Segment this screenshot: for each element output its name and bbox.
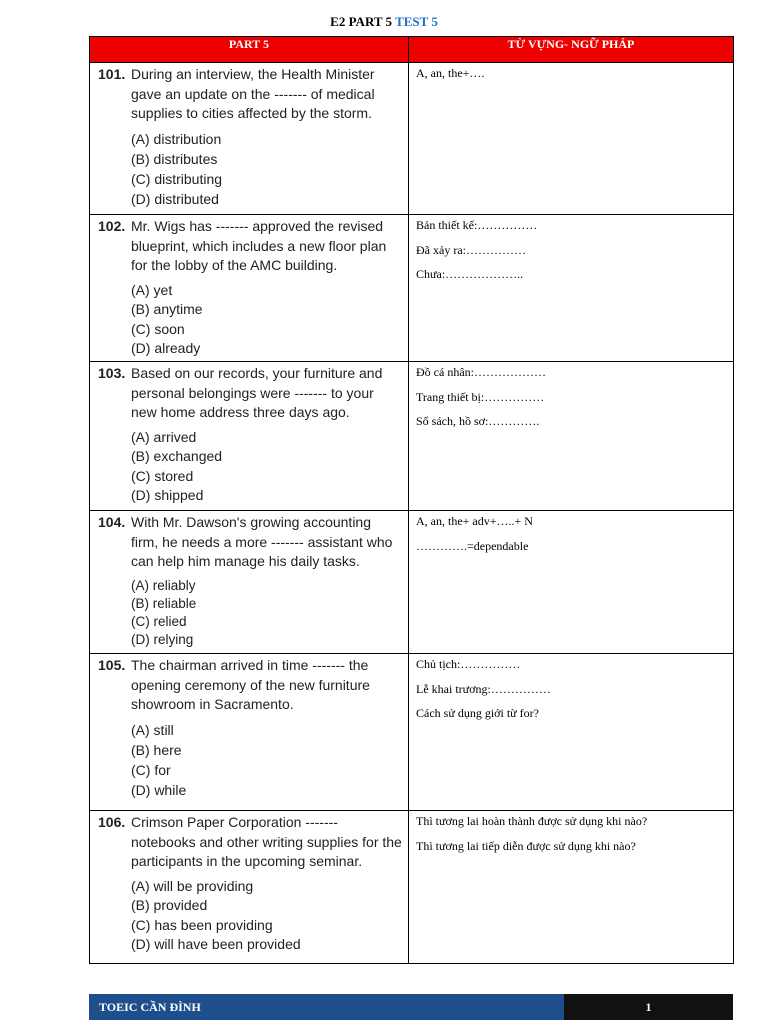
option-b: (B) provided [131,897,208,913]
note-line: A, an, the+…. [416,66,485,80]
question-cell [90,215,409,362]
header-part5: PART 5 [90,37,409,63]
option-d: (D) already [131,340,201,356]
table-row [90,63,734,215]
option-b: (B) exchanged [131,448,223,464]
question-number: 102. [98,218,126,234]
option-a: (A) yet [131,281,173,298]
note-line: Chủ tịch:…………… [416,657,521,671]
question-stem: The chairman arrived in time ------- the opening ceremony of the new furniture showroom in Sacramento. [131,657,370,712]
option-c: (C) stored [131,467,194,484]
option-c: (C) distributing [131,170,223,187]
option-d: (D) shipped [131,487,204,503]
option-b: (B) reliable [131,595,197,611]
option-b: (B) anytime [131,301,203,317]
header-vocab-grammar: TỪ VỰNG- NGỮ PHÁP [409,37,734,63]
question-stem: With Mr. Dawson's growing accounting firm, he needs a more ------- assistant who can help him manage his daily tasks. [131,514,393,569]
note-line: Đã xảy ra:…………… [416,242,526,257]
footer-brand: TOEIC CẦN ĐÌNH [89,994,564,1020]
question-cell [90,362,409,511]
table-row [90,654,734,811]
table-row [90,811,734,964]
notes-cell [409,63,734,215]
option-a: (A) reliably [131,577,196,593]
table-row [90,215,734,362]
notes-cell [409,654,734,811]
note-line: Lễ khai trương:…………… [416,681,551,696]
note-line: Thì tương lai hoàn thành được sử dụng khi nào? [416,814,648,828]
document-title [0,14,768,30]
option-a: (A) still [131,721,174,738]
notes-cell [409,811,734,964]
option-c: (C) has been providing [131,916,273,933]
note-line: Bản thiết kế:…………… [416,218,538,232]
notes-cell [409,362,734,511]
question-cell [90,654,409,811]
options-list [90,877,408,955]
option-d: (D) distributed [131,190,219,207]
question-stem: Crimson Paper Corporation ------- notebooks and other writing supplies for the participants in the upcoming seminar. [131,814,402,869]
option-d: (D) will have been provided [131,936,301,952]
title-main: E2 PART 5 [330,14,393,29]
options-list [90,720,408,800]
question-cell [90,811,409,964]
note-line: A, an, the+ adv+…..+ N [416,514,533,528]
note-line: Đồ cá nhân:……………… [416,365,546,379]
note-line: Thì tương lai tiếp diễn được sử dụng khi nào? [416,838,636,853]
note-line: Cách sử dụng giới từ for? [416,706,539,720]
notes-cell [409,511,734,654]
option-c: (C) relied [131,613,187,629]
question-stem: Based on our records, your furniture and personal belongings were ------- to your new home address three days ago. [131,365,383,420]
question-stem: During an interview, the Health Minister gave an update on the ------- of medical supplies to cities affected by the storm. [131,66,375,121]
question-cell [90,63,409,215]
notes-cell [409,215,734,362]
note-line: Trang thiết bị:…………… [416,389,545,404]
table-row [90,511,734,654]
options-list [90,281,408,359]
question-number: 106. [98,814,126,830]
options-list [90,428,408,506]
option-c: (C) soon [131,320,185,337]
page-number: 1 [564,994,733,1020]
option-b: (B) here [131,741,182,758]
option-c: (C) for [131,761,171,778]
question-number: 103. [98,365,126,381]
exercise-table [89,36,734,964]
option-d: (D) relying [131,631,194,647]
question-stem: Mr. Wigs has ------- approved the revised blueprint, which includes a new floor plan for the lobby of the AMC building. [131,218,387,273]
question-number: 101. [98,66,126,82]
option-a: (A) distribution [131,130,222,147]
note-line: ………….=dependable [416,538,529,553]
question-cell [90,511,409,654]
title-accent: TEST 5 [395,14,438,29]
question-number: 105. [98,657,126,673]
note-line: Chưa:……………….. [416,267,524,281]
options-list [90,577,408,649]
option-a: (A) will be providing [131,877,254,894]
option-a: (A) arrived [131,428,197,445]
question-number: 104. [98,514,126,530]
note-line: Sổ sách, hồ sơ:…………. [416,414,540,428]
option-d: (D) while [131,781,187,798]
option-b: (B) distributes [131,150,218,167]
table-row [90,362,734,511]
options-list [90,129,408,209]
table-header-row [90,37,734,63]
page-footer [89,994,733,1020]
